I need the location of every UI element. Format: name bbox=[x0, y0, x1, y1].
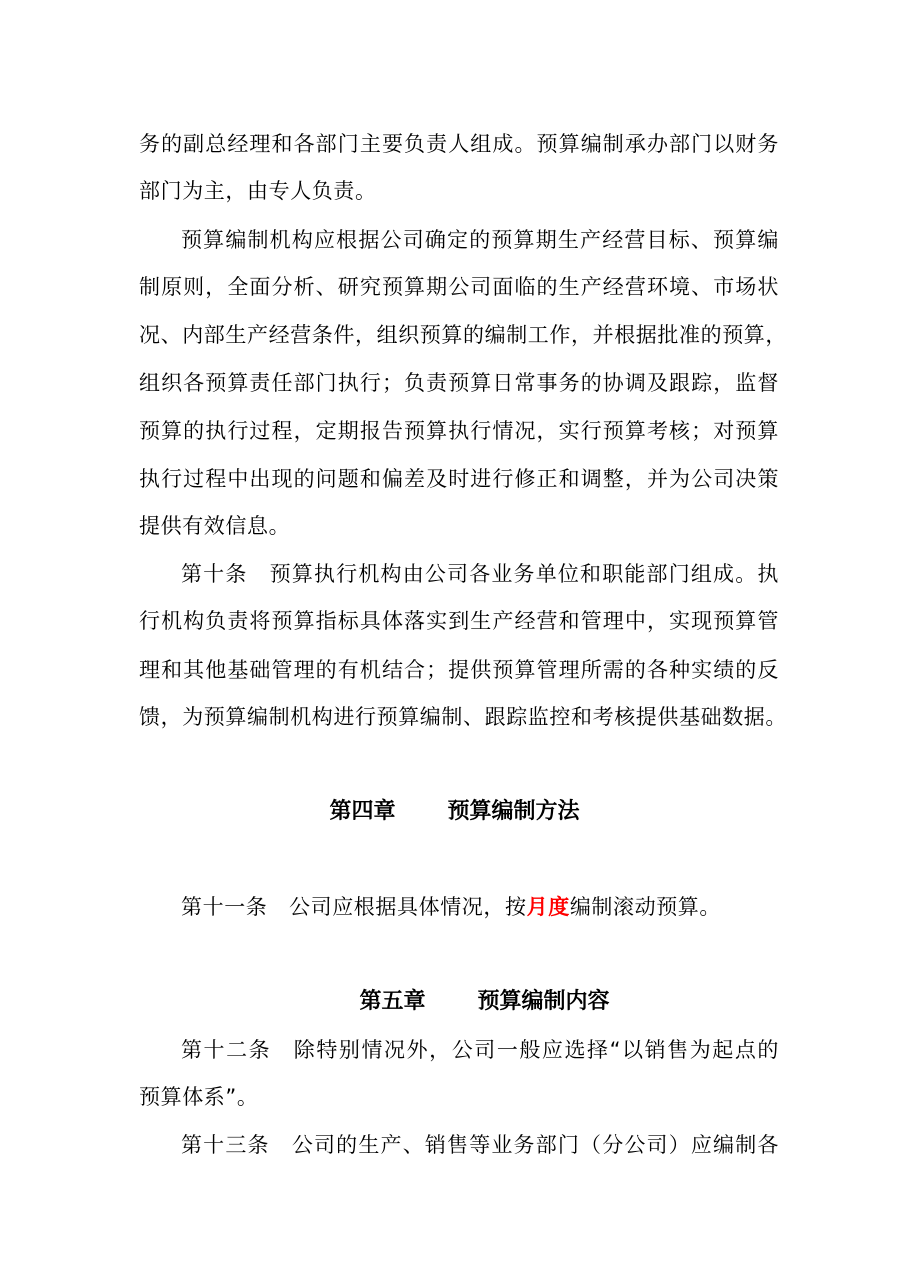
article-11-suffix: 编制滚动预算。 bbox=[569, 895, 722, 919]
chapter-4-number: 第四章 bbox=[329, 799, 396, 824]
paragraph-line: 部门为主，由专人负责。 bbox=[139, 179, 377, 203]
chapter-5-heading bbox=[30, 987, 909, 1017]
paragraph-line: 况、内部生产经营条件，组织预算的编制工作，并根据批准的预算， bbox=[139, 323, 787, 347]
chapter-4-heading bbox=[0, 797, 909, 827]
paragraph-line: 提供有效信息。 bbox=[139, 514, 291, 538]
article-10-line: 理和其他基础管理的有机结合；提供预算管理所需的各种实绩的反 bbox=[139, 658, 779, 682]
paragraph-line: 制原则，全面分析、研究预算期公司面临的生产经营环境、市场状 bbox=[139, 275, 779, 299]
chapter-4-title: 预算编制方法 bbox=[447, 799, 580, 824]
article-10-line: 行机构负责将预算指标具体落实到生产经营和管理中，实现预算管 bbox=[139, 609, 779, 633]
paragraph-line: 务的副总经理和各部门主要负责人组成。预算编制承办部门以财务 bbox=[139, 132, 779, 156]
article-10-line: 馈，为预算编制机构进行预算编制、跟踪监控和考核提供基础数据。 bbox=[139, 705, 787, 729]
article-12-line: 预算体系”。 bbox=[139, 1085, 259, 1109]
paragraph-line: 组织各预算责任部门执行；负责预算日常事务的协调及跟踪，监督 bbox=[139, 371, 779, 395]
article-10-line: 第十条 预算执行机构由公司各业务单位和职能部门组成。执 bbox=[181, 562, 779, 586]
chapter-5-number: 第五章 bbox=[359, 989, 426, 1014]
article-11-prefix: 第十一条 公司应根据具体情况，按 bbox=[181, 895, 527, 919]
article-11-line bbox=[181, 892, 779, 922]
paragraph-line: 预算的执行过程，定期报告预算执行情况，实行预算考核；对预算 bbox=[139, 419, 779, 443]
article-13-line: 第十三条 公司的生产、销售等业务部门（分公司）应编制各 bbox=[181, 1133, 779, 1157]
paragraph-line: 预算编制机构应根据公司确定的预算期生产经营目标、预算编 bbox=[181, 228, 779, 252]
paragraph-line: 执行过程中出现的问题和偏差及时进行修正和调整，并为公司决策 bbox=[139, 467, 779, 491]
article-12-line: 第十二条 除特别情况外，公司一般应选择“以销售为起点的 bbox=[181, 1038, 779, 1062]
chapter-5-title: 预算编制内容 bbox=[477, 989, 610, 1014]
article-11-highlight: 月度 bbox=[526, 895, 570, 919]
